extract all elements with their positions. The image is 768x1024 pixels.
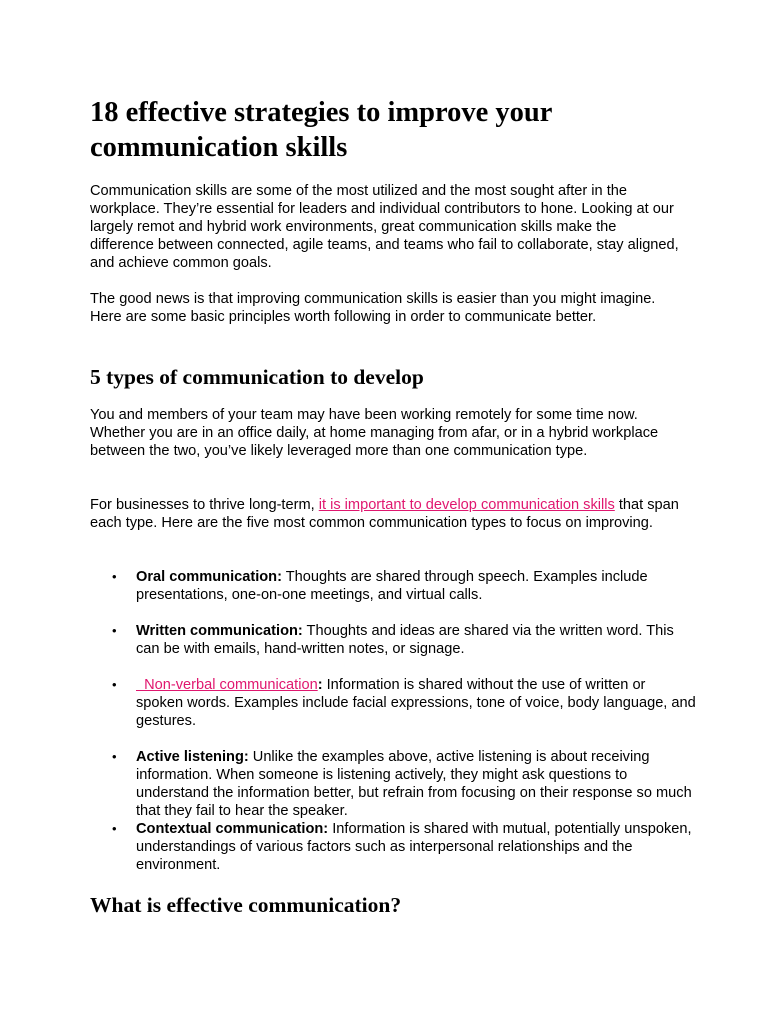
list-item-text: Thoughts and ideas are shared via the written word. This can be with emails, hand-written notes, or signage. [136,623,674,657]
intro-paragraph: Communication skills are some of the most utilized and the most sought after in the workplace. They’re essential for leaders and individual contributors to hone. Looking at our largely remot and hybrid work environments, great communication skills make the difference between connected, agile teams, and teams who fail to collaborate, stay aligned, and achieve common goals. [90,183,679,271]
list-item [112,622,696,658]
list-item [112,568,696,604]
thrive-paragraph [90,496,680,532]
list-item-text: Unlike the examples above, active listening is about receiving information. When someone is listening actively, they might ask questions to understand the information better, but refrain from focusing on their response so much that they fail to hear the speaker. [136,749,692,819]
list-item-text: Information is shared without the use of written or spoken words. Examples include facial expressions, tone of voice, body language, and gestures. [136,677,696,729]
section-heading-effective: What is effective communication? [90,893,402,917]
bullet-icon: • [112,569,117,584]
list-item [112,676,696,730]
list-item-term: Active listening: [136,749,249,765]
list-item [112,748,696,820]
list-item [112,820,696,874]
good-news-paragraph: The good news is that improving communication skills is easier than you might imagine. Here are some basic principles worth following in order to communicate better. [90,291,656,325]
non-verbal-communication-link[interactable]: Non-verbal communication [136,677,318,693]
list-item-term: Contextual communication: [136,821,329,837]
remote-work-paragraph: You and members of your team may have been working remotely for some time now. Whether you are in an office daily, at home managing from afar, or in a hybrid workplace between the two, you’ve likely leveraged more than one communication type. [90,407,659,459]
list-item-term: Written communication: [136,623,303,639]
bullet-icon: • [112,677,117,692]
list-item-term: Oral communication: [136,569,282,585]
section-heading-types: 5 types of communication to develop [90,365,424,389]
bullet-icon: • [112,821,117,836]
page-title: 18 effective strategies to improve your communication skills [90,97,552,163]
bullet-icon: • [112,749,117,764]
list-item-text: Information is shared with mutual, potentially unspoken, understandings of various factors such as interpersonal relationships and the environment. [136,821,692,873]
thrive-text-before: For businesses to thrive long-term, [90,497,319,513]
list-item-text: Thoughts are shared through speech. Examples include presentations, one-on-one meetings, and virtual calls. [136,569,648,603]
develop-communication-skills-link[interactable]: it is important to develop communication skills [318,497,615,513]
list-item-term: : [317,677,323,693]
bullet-icon: • [112,623,117,638]
thrive-text-after: that span each type. Here are the five most common communication types to focus on improving. [90,497,679,531]
